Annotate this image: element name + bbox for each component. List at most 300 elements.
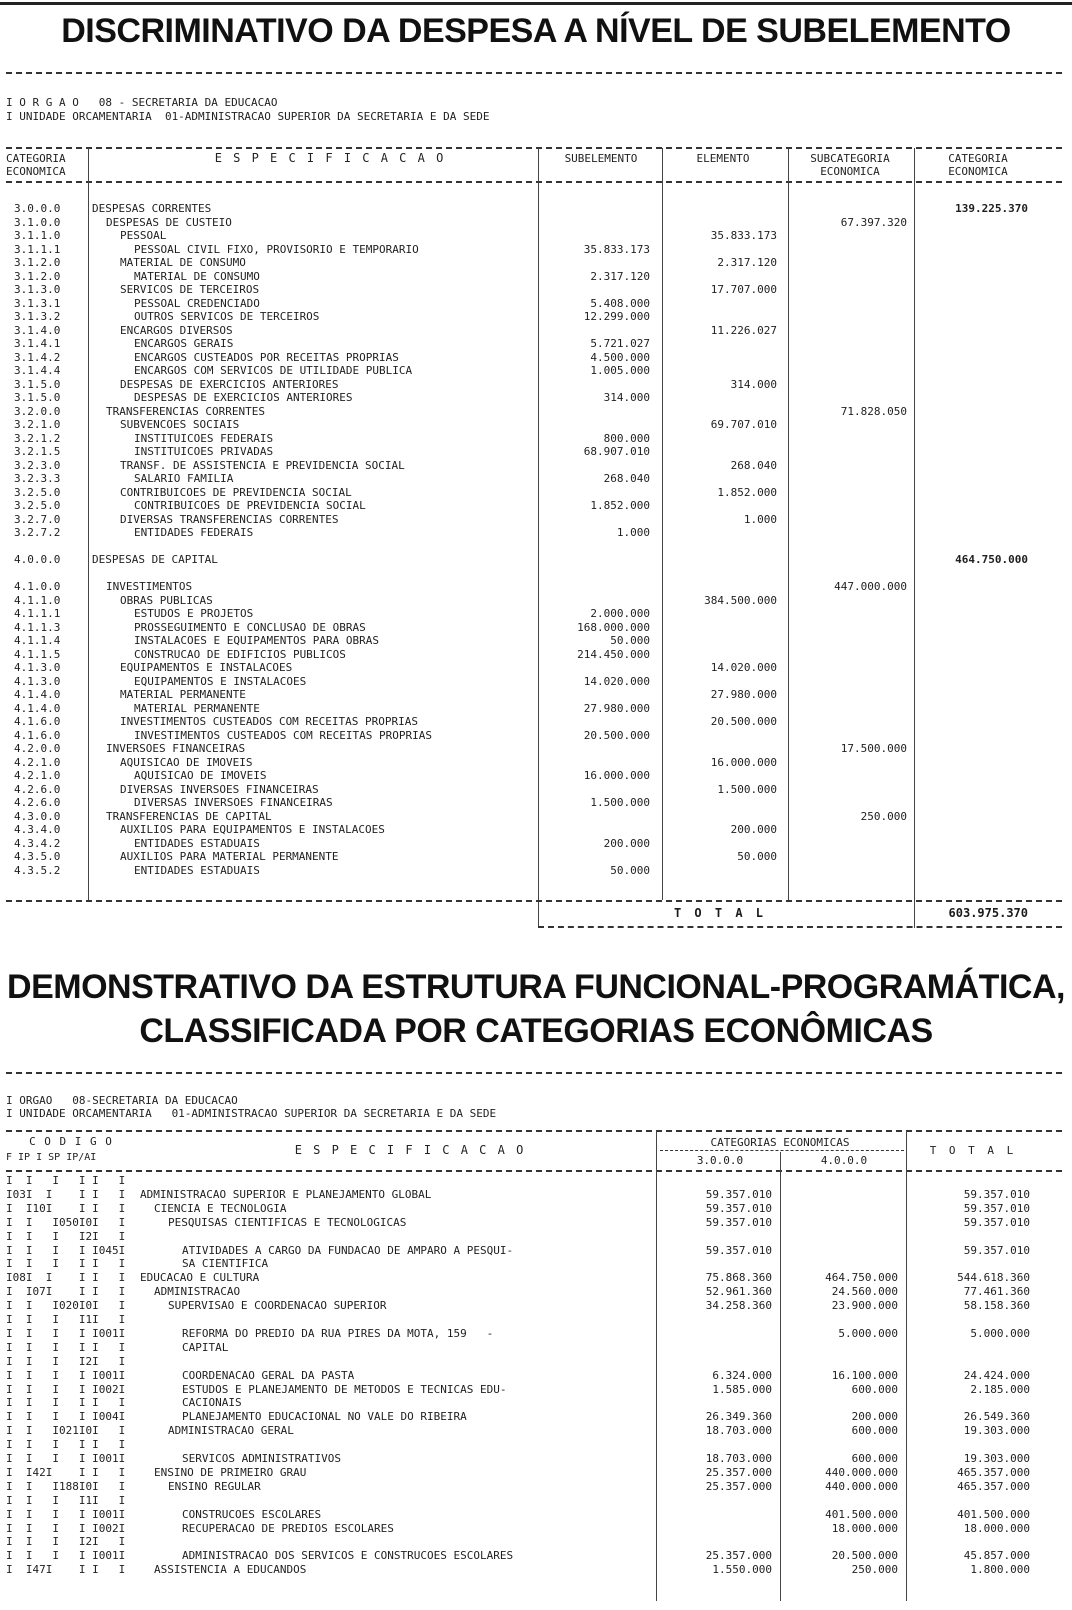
cell-especificacao: DESPESAS CORRENTES [92, 202, 212, 215]
cell-4000: 250.000 [851, 1563, 898, 1577]
cell-categoria: 139.225.370 [955, 202, 1028, 215]
section2-title-line2: CLASSIFICADA POR CATEGORIAS ECONÔMICAS [139, 1012, 933, 1050]
cell-code: 3.1.2.0 [14, 269, 61, 283]
table-row [0, 850, 1072, 864]
cell-especificacao: PESSOAL [120, 229, 167, 242]
cell-4000: 401.500.000 [825, 1507, 898, 1521]
cell-3000: 59.357.010 [705, 1243, 772, 1257]
table-row [0, 486, 1072, 500]
cell-3000: 1.550.000 [712, 1563, 772, 1577]
cell-code: 3.1.1.0 [14, 229, 61, 242]
cell-especificacao: ADMINISTRACAO GERAL [168, 1424, 294, 1438]
cell-4000: 23.900.000 [831, 1299, 898, 1313]
cell-3000: 26.349.360 [705, 1410, 772, 1424]
cell-total: 59.357.010 [963, 1201, 1030, 1215]
cell-total: 77.461.360 [963, 1285, 1030, 1299]
cell-3000: 75.868.360 [705, 1271, 772, 1285]
cell-total: 24.424.000 [963, 1368, 1030, 1382]
cell-codigo: I I I I I001I [6, 1368, 126, 1382]
top-rule [0, 2, 1072, 5]
cell-elemento: 27.980.000 [710, 688, 777, 701]
cell-3000: 25.357.000 [705, 1479, 772, 1493]
table-row [0, 769, 1072, 783]
cell-especificacao: RECUPERACAO DE PREDIOS ESCOLARES [182, 1521, 394, 1535]
table-row [0, 418, 1072, 432]
cell-especificacao: CONTRIBUICOES DE PREVIDENCIA SOCIAL [120, 485, 352, 499]
col-header-especificacao-2: E S P E C I F I C A C A O [294, 1143, 526, 1157]
cell-4000: 24.560.000 [831, 1285, 898, 1299]
cell-especificacao: PLANEJAMENTO EDUCACIONAL NO VALE DO RIBEIRA [182, 1410, 467, 1424]
cell-subelemento: 1.005.000 [590, 364, 650, 377]
cell-especificacao: AUXILIOS PARA MATERIAL PERMANENTE [120, 850, 339, 863]
cell-code: 3.1.3.0 [14, 283, 61, 296]
cell-especificacao: ENTIDADES ESTADUAIS [134, 836, 260, 850]
table-row [0, 445, 1072, 459]
cell-code: 3.1.3.2 [14, 310, 61, 323]
cell-total: 59.357.010 [963, 1187, 1030, 1201]
table-row [0, 1522, 1072, 1535]
table-row [0, 1396, 1072, 1409]
cell-especificacao: PROSSEGUIMENTO E CONCLUSAO DE OBRAS [134, 620, 366, 634]
cell-code: 3.2.3.0 [14, 458, 61, 472]
cell-code: 4.3.4.2 [14, 836, 61, 850]
cell-code: 4.2.6.0 [14, 782, 61, 796]
table-row [0, 1244, 1072, 1257]
table-row [0, 1508, 1072, 1521]
cell-especificacao: ADMINISTRACAO SUPERIOR E PLANEJAMENTO GLOBAL [140, 1187, 432, 1201]
cell-codigo: I I I050I0I I [6, 1215, 126, 1229]
table-row [0, 634, 1072, 648]
cell-code: 4.1.1.3 [14, 620, 61, 634]
cell-total: 5.000.000 [970, 1326, 1030, 1340]
divider [6, 181, 1062, 183]
cell-code: 4.1.3.0 [14, 661, 61, 674]
cell-especificacao: DESPESAS DE CAPITAL [92, 553, 218, 566]
col-header-categorias: CATEGORIAS ECONOMICAS [710, 1136, 850, 1149]
cell-codigo: I I I020I0I I [6, 1299, 126, 1313]
table-row [0, 729, 1072, 743]
divider [6, 900, 1062, 902]
cell-4000: 16.100.000 [831, 1368, 898, 1382]
cell-4000: 600.000 [851, 1452, 898, 1465]
cell-especificacao: EQUIPAMENTOS E INSTALACOES [120, 661, 293, 674]
cell-especificacao: INVESTIMENTOS CUSTEADOS COM RECEITAS PROPRIAS [120, 715, 419, 728]
cell-especificacao: CACIONAIS [182, 1396, 242, 1410]
table-row [0, 1174, 1072, 1187]
cell-especificacao: ASSISTENCIA A EDUCANDOS [154, 1563, 307, 1577]
cell-especificacao: SUPERVISAO E COORDENACAO SUPERIOR [168, 1299, 387, 1313]
cell-code: 3.0.0.0 [14, 202, 61, 215]
table-row [0, 1202, 1072, 1215]
table-row [0, 1216, 1072, 1229]
cell-code: 4.1.1.4 [14, 634, 61, 647]
table-row [0, 864, 1072, 878]
cell-especificacao: OUTROS SERVICOS DE TERCEIROS [134, 310, 320, 323]
table-row [0, 1563, 1072, 1576]
table-row [0, 756, 1072, 770]
table-row [0, 1271, 1072, 1284]
table-row [0, 459, 1072, 473]
cell-code: 4.2.0.0 [14, 742, 61, 755]
cell-codigo: I I I I I002I [6, 1382, 126, 1396]
divider [6, 72, 1062, 74]
table-row [0, 607, 1072, 621]
cell-total: 19.303.000 [963, 1424, 1030, 1438]
cell-subelemento: 268.040 [603, 472, 650, 485]
cell-subcategoria: 447.000.000 [834, 580, 907, 593]
cell-subelemento: 800.000 [603, 431, 650, 445]
cell-categoria: 464.750.000 [955, 553, 1028, 566]
cell-total: 465.357.000 [957, 1479, 1030, 1493]
cell-3000: 59.357.010 [705, 1187, 772, 1201]
cell-especificacao: MATERIAL DE CONSUMO [134, 269, 260, 283]
cell-total: 59.357.010 [963, 1243, 1030, 1257]
cell-elemento: 35.833.173 [710, 229, 777, 242]
cell-especificacao: DESPESAS DE CUSTEIO [106, 215, 232, 229]
cell-elemento: 384.500.000 [704, 593, 777, 607]
cell-especificacao: CONSTRUCAO DE EDIFICIOS PUBLICOS [134, 647, 346, 661]
table-row [0, 1327, 1072, 1340]
table-row [0, 580, 1072, 594]
cell-codigo: I I I I I001I [6, 1507, 126, 1521]
cell-elemento: 50.000 [737, 850, 777, 863]
cell-code: 3.2.5.0 [14, 499, 61, 512]
cell-elemento: 1.852.000 [717, 485, 777, 499]
table-row [0, 1341, 1072, 1354]
cell-especificacao: CIENCIA E TECNOLOGIA [154, 1201, 287, 1215]
cell-code: 3.2.1.0 [14, 418, 61, 431]
cell-3000: 34.258.360 [705, 1299, 772, 1313]
cell-elemento: 1.000 [743, 512, 777, 526]
cell-especificacao: DIVERSAS TRANSFERENCIAS CORRENTES [120, 512, 339, 526]
table-row [0, 702, 1072, 716]
unidade-line: I UNIDADE ORCAMENTARIA 01-ADMINISTRACAO SUPERIOR DA SECRETARIA E DA SEDE [6, 110, 490, 123]
table-row [0, 337, 1072, 351]
cell-subelemento: 314.000 [603, 391, 650, 404]
divider [538, 926, 1062, 928]
cell-especificacao: AQUISICAO DE IMOVEIS [134, 769, 267, 782]
cell-especificacao: SALARIO FAMILIA [134, 472, 234, 485]
cell-codigo: I I I I I I [6, 1396, 126, 1410]
table-row [0, 1438, 1072, 1451]
cell-3000: 18.703.000 [705, 1452, 772, 1465]
cell-subelemento: 27.980.000 [583, 701, 650, 715]
col-header-especificacao: E S P E C I F I C A C A O [214, 151, 446, 165]
cell-especificacao: ENCARGOS GERAIS [134, 337, 234, 350]
cell-especificacao: DIVERSAS INVERSOES FINANCEIRAS [134, 796, 333, 809]
table-row [0, 837, 1072, 851]
table-row [0, 688, 1072, 702]
cell-code: 4.0.0.0 [14, 553, 61, 566]
table-row [0, 1494, 1072, 1507]
cell-especificacao: DESPESAS DE EXERCICIOS ANTERIORES [120, 377, 339, 391]
cell-4000: 200.000 [851, 1410, 898, 1424]
cell-code: 3.1.4.2 [14, 350, 61, 364]
cell-code: 3.2.1.2 [14, 431, 61, 445]
cell-especificacao: EQUIPAMENTOS E INSTALACOES [134, 674, 307, 688]
cell-elemento: 268.040 [730, 458, 777, 472]
cell-subelemento: 214.450.000 [577, 647, 650, 661]
cell-codigo: I I47I I I I [6, 1563, 126, 1577]
cell-subelemento: 1.852.000 [590, 499, 650, 512]
cell-especificacao: REFORMA DO PREDIO DA RUA PIRES DA MOTA, 159 - [182, 1326, 494, 1340]
cell-codigo: I I I I I I [6, 1340, 126, 1354]
cell-4000: 440.000.000 [825, 1479, 898, 1493]
cell-code: 3.2.0.0 [14, 404, 61, 418]
orgao-line-2: I ORGAO 08-SECRETARIA DA EDUCACAO [6, 1094, 238, 1107]
table-row [0, 742, 1072, 756]
cell-subcategoria: 67.397.320 [840, 215, 907, 229]
cell-subelemento: 50.000 [610, 634, 650, 647]
cell-especificacao: MATERIAL PERMANENTE [120, 688, 246, 701]
cell-especificacao: ATIVIDADES A CARGO DA FUNDACAO DE AMPARO A PESQUI- [182, 1243, 514, 1257]
table-row [0, 675, 1072, 689]
cell-especificacao: ENCARGOS CUSTEADOS POR RECEITAS PROPRIAS [134, 350, 399, 364]
cell-elemento: 20.500.000 [710, 715, 777, 728]
cell-total: 2.185.000 [970, 1382, 1030, 1396]
table-row [0, 594, 1072, 608]
cell-codigo: I03I I I I I [6, 1187, 126, 1201]
cell-codigo: I I I I2I I [6, 1229, 126, 1243]
cell-subelemento: 14.020.000 [583, 674, 650, 688]
cell-especificacao: SERVICOS DE TERCEIROS [120, 283, 260, 296]
cell-subelemento: 20.500.000 [583, 728, 650, 742]
cell-especificacao: ENTIDADES FEDERAIS [134, 526, 254, 539]
cell-subelemento: 2.317.120 [590, 269, 650, 283]
table-row [0, 1313, 1072, 1326]
cell-code: 3.1.1.1 [14, 242, 61, 256]
col-header-subcategoria: SUBCATEGORIA ECONOMICA [810, 152, 890, 178]
cell-3000: 59.357.010 [705, 1215, 772, 1229]
cell-subelemento: 4.500.000 [590, 350, 650, 364]
cell-especificacao: INSTITUICOES PRIVADAS [134, 445, 274, 458]
cell-code: 4.2.1.0 [14, 769, 61, 782]
col-header-4000: 4.0.0.0 [820, 1154, 868, 1167]
cell-elemento: 2.317.120 [717, 256, 777, 269]
table-row [0, 499, 1072, 513]
col-header-categoria-economica: CATEGORIA ECONOMICA [948, 152, 1008, 178]
cell-code: 4.3.5.0 [14, 850, 61, 863]
cell-code: 3.1.0.0 [14, 215, 61, 229]
cell-codigo: I I I I I001I [6, 1549, 126, 1563]
table-row [0, 553, 1072, 567]
cell-elemento: 14.020.000 [710, 661, 777, 674]
table-row [0, 823, 1072, 837]
cell-especificacao: CONTRIBUICOES DE PREVIDENCIA SOCIAL [134, 499, 366, 512]
cell-codigo: I I42I I I I [6, 1465, 126, 1479]
cell-4000: 464.750.000 [825, 1271, 898, 1285]
cell-especificacao: AUXILIOS PARA EQUIPAMENTOS E INSTALACOES [120, 823, 385, 836]
cell-elemento: 200.000 [730, 823, 777, 836]
cell-especificacao: INVESTIMENTOS [106, 580, 193, 593]
table-row [0, 1535, 1072, 1548]
cell-codigo: I I I I I I [6, 1174, 126, 1187]
table-row [0, 1299, 1072, 1312]
cell-especificacao: PESSOAL CIVIL FIXO, PROVISORIO E TEMPORARIO [134, 242, 419, 256]
cell-subelemento: 5.721.027 [590, 337, 650, 350]
cell-elemento: 16.000.000 [710, 755, 777, 769]
cell-especificacao: PESQUISAS CIENTIFICAS E TECNOLOGICAS [168, 1215, 407, 1229]
cell-especificacao: DESPESAS DE EXERCICIOS ANTERIORES [134, 391, 353, 404]
table-row [0, 567, 1072, 581]
cell-3000: 6.324.000 [712, 1368, 772, 1382]
col-header-subelemento: SUBELEMENTO [564, 152, 638, 165]
cell-especificacao: MATERIAL DE CONSUMO [120, 256, 246, 269]
col-header-elemento: ELEMENTO [696, 152, 750, 165]
cell-total: 45.857.000 [963, 1549, 1030, 1563]
cell-codigo: I I I I1I I [6, 1493, 126, 1507]
cell-subcategoria: 17.500.000 [840, 742, 907, 755]
cell-codigo: I I I I I001I [6, 1326, 126, 1340]
divider [6, 1130, 1062, 1132]
cell-4000: 600.000 [851, 1382, 898, 1396]
cell-code: 3.2.3.3 [14, 472, 61, 485]
table-row [0, 513, 1072, 527]
cell-especificacao: OBRAS PUBLICAS [120, 593, 213, 607]
cell-codigo: I I I188I0I I [6, 1479, 126, 1493]
cell-code: 4.3.4.0 [14, 823, 61, 836]
table-row [0, 364, 1072, 378]
table-row [0, 715, 1072, 729]
cell-elemento: 69.707.010 [710, 418, 777, 431]
cell-especificacao: DIVERSAS INVERSOES FINANCEIRAS [120, 782, 319, 796]
table-row [0, 310, 1072, 324]
cell-subcategoria: 250.000 [860, 809, 907, 823]
cell-elemento: 314.000 [730, 377, 777, 391]
cell-subelemento: 1.500.000 [590, 796, 650, 809]
cell-total: 59.357.010 [963, 1215, 1030, 1229]
cell-especificacao: ENSINO REGULAR [168, 1479, 261, 1493]
cell-code: 4.1.1.5 [14, 647, 61, 661]
table-row [0, 1410, 1072, 1423]
table-row [0, 378, 1072, 392]
divider [6, 1072, 1062, 1074]
cell-subelemento: 2.000.000 [590, 607, 650, 620]
cell-codigo: I08I I I I I [6, 1271, 126, 1285]
table-row [0, 283, 1072, 297]
col-header-codigo: C O D I G O [29, 1135, 113, 1148]
cell-code: 3.2.7.0 [14, 512, 61, 526]
cell-codigo: I I I I1I I [6, 1313, 126, 1326]
cell-code: 3.1.2.0 [14, 256, 61, 269]
cell-total: 544.618.360 [957, 1271, 1030, 1285]
table-row [0, 391, 1072, 405]
cell-code: 4.1.1.0 [14, 593, 61, 607]
cell-subelemento: 68.907.010 [583, 445, 650, 458]
cell-subelemento: 50.000 [610, 863, 650, 877]
cell-4000: 600.000 [851, 1424, 898, 1438]
cell-code: 3.1.4.4 [14, 364, 61, 377]
cell-codigo: I I I I I045I [6, 1243, 126, 1257]
orgao-line: I O R G A O 08 - SECRETARIA DA EDUCACAO [6, 96, 278, 109]
cell-total: 401.500.000 [957, 1507, 1030, 1521]
cell-code: 3.1.4.1 [14, 337, 61, 350]
table-row [0, 1369, 1072, 1382]
table-row [0, 1230, 1072, 1243]
cell-code: 3.2.7.2 [14, 526, 61, 539]
cell-codigo: I I10I I I I [6, 1201, 126, 1215]
cell-especificacao: ENTIDADES ESTADUAIS [134, 863, 260, 877]
cell-code: 4.1.4.0 [14, 701, 61, 715]
cell-4000: 18.000.000 [831, 1521, 898, 1535]
cell-codigo: I I I I2I I [6, 1535, 126, 1549]
cell-especificacao: ENSINO DE PRIMEIRO GRAU [154, 1465, 307, 1479]
cell-code: 3.1.5.0 [14, 391, 61, 404]
cell-subelemento: 35.833.173 [583, 242, 650, 256]
cell-total: 19.303.000 [963, 1452, 1030, 1465]
cell-subelemento: 168.000.000 [577, 620, 650, 634]
table-row [0, 661, 1072, 675]
cell-total: 26.549.360 [963, 1410, 1030, 1424]
table-row [0, 1383, 1072, 1396]
cell-subcategoria: 71.828.050 [840, 404, 907, 418]
cell-especificacao: CONSTRUCOES ESCOLARES [182, 1507, 322, 1521]
table-row [0, 229, 1072, 243]
total-label: T O T A L [673, 906, 767, 920]
cell-especificacao: ENCARGOS DIVERSOS [120, 323, 233, 337]
cell-subelemento: 5.408.000 [590, 296, 650, 310]
table-row [0, 432, 1072, 446]
cell-subelemento: 16.000.000 [583, 769, 650, 782]
table-row [0, 351, 1072, 365]
section1-title: DISCRIMINATIVO DA DESPESA A NÍVEL DE SUBELEMENTO [61, 12, 1011, 50]
divider [6, 147, 1062, 149]
table-row [0, 202, 1072, 216]
table-row [0, 1355, 1072, 1368]
cell-total: 18.000.000 [963, 1521, 1030, 1535]
cell-elemento: 1.500.000 [717, 782, 777, 796]
cell-codigo: I I I I I002I [6, 1521, 126, 1535]
total-value: 603.975.370 [948, 906, 1028, 920]
table-row [0, 1466, 1072, 1479]
cell-codigo: I I I I I004I [6, 1410, 126, 1424]
col-header-total: T O T A L [929, 1144, 1017, 1157]
table-row [0, 1452, 1072, 1465]
divider [6, 1170, 1062, 1172]
cell-code: 4.1.1.1 [14, 607, 61, 620]
cell-3000: 25.357.000 [705, 1549, 772, 1563]
cell-especificacao: SERVICOS ADMINISTRATIVOS [182, 1452, 341, 1465]
cell-code: 4.3.0.0 [14, 809, 61, 823]
cell-code: 4.3.5.2 [14, 863, 61, 877]
cell-especificacao: INVESTIMENTOS CUSTEADOS COM RECEITAS PROPRIAS [134, 728, 433, 742]
table-row [0, 1424, 1072, 1437]
cell-code: 4.1.0.0 [14, 580, 61, 593]
cell-elemento: 17.707.000 [710, 283, 777, 296]
table-row [0, 324, 1072, 338]
cell-especificacao: AQUISICAO DE IMOVEIS [120, 755, 253, 769]
cell-especificacao: INSTALACOES E EQUIPAMENTOS PARA OBRAS [134, 634, 380, 647]
cell-code: 3.1.5.0 [14, 377, 61, 391]
cell-3000: 52.961.360 [705, 1285, 772, 1299]
cell-especificacao: ESTUDOS E PLANEJAMENTO DE METODOS E TECNICAS EDU- [182, 1382, 507, 1396]
table-row [0, 1480, 1072, 1493]
table-row [0, 270, 1072, 284]
cell-code: 3.2.5.0 [14, 485, 61, 499]
cell-total: 58.158.360 [963, 1299, 1030, 1313]
table-row [0, 405, 1072, 419]
cell-subelemento: 1.000 [616, 526, 650, 539]
cell-especificacao: CAPITAL [182, 1340, 229, 1354]
cell-codigo: I I I I I I [6, 1438, 126, 1452]
table-row [0, 621, 1072, 635]
table-row [0, 1549, 1072, 1562]
table-row [0, 648, 1072, 662]
cell-total: 465.357.000 [957, 1465, 1030, 1479]
cell-code: 3.2.1.5 [14, 445, 61, 458]
cell-especificacao: TRANSF. DE ASSISTENCIA E PREVIDENCIA SOCIAL [120, 458, 405, 472]
cell-codigo: I I I021I0I I [6, 1424, 126, 1438]
